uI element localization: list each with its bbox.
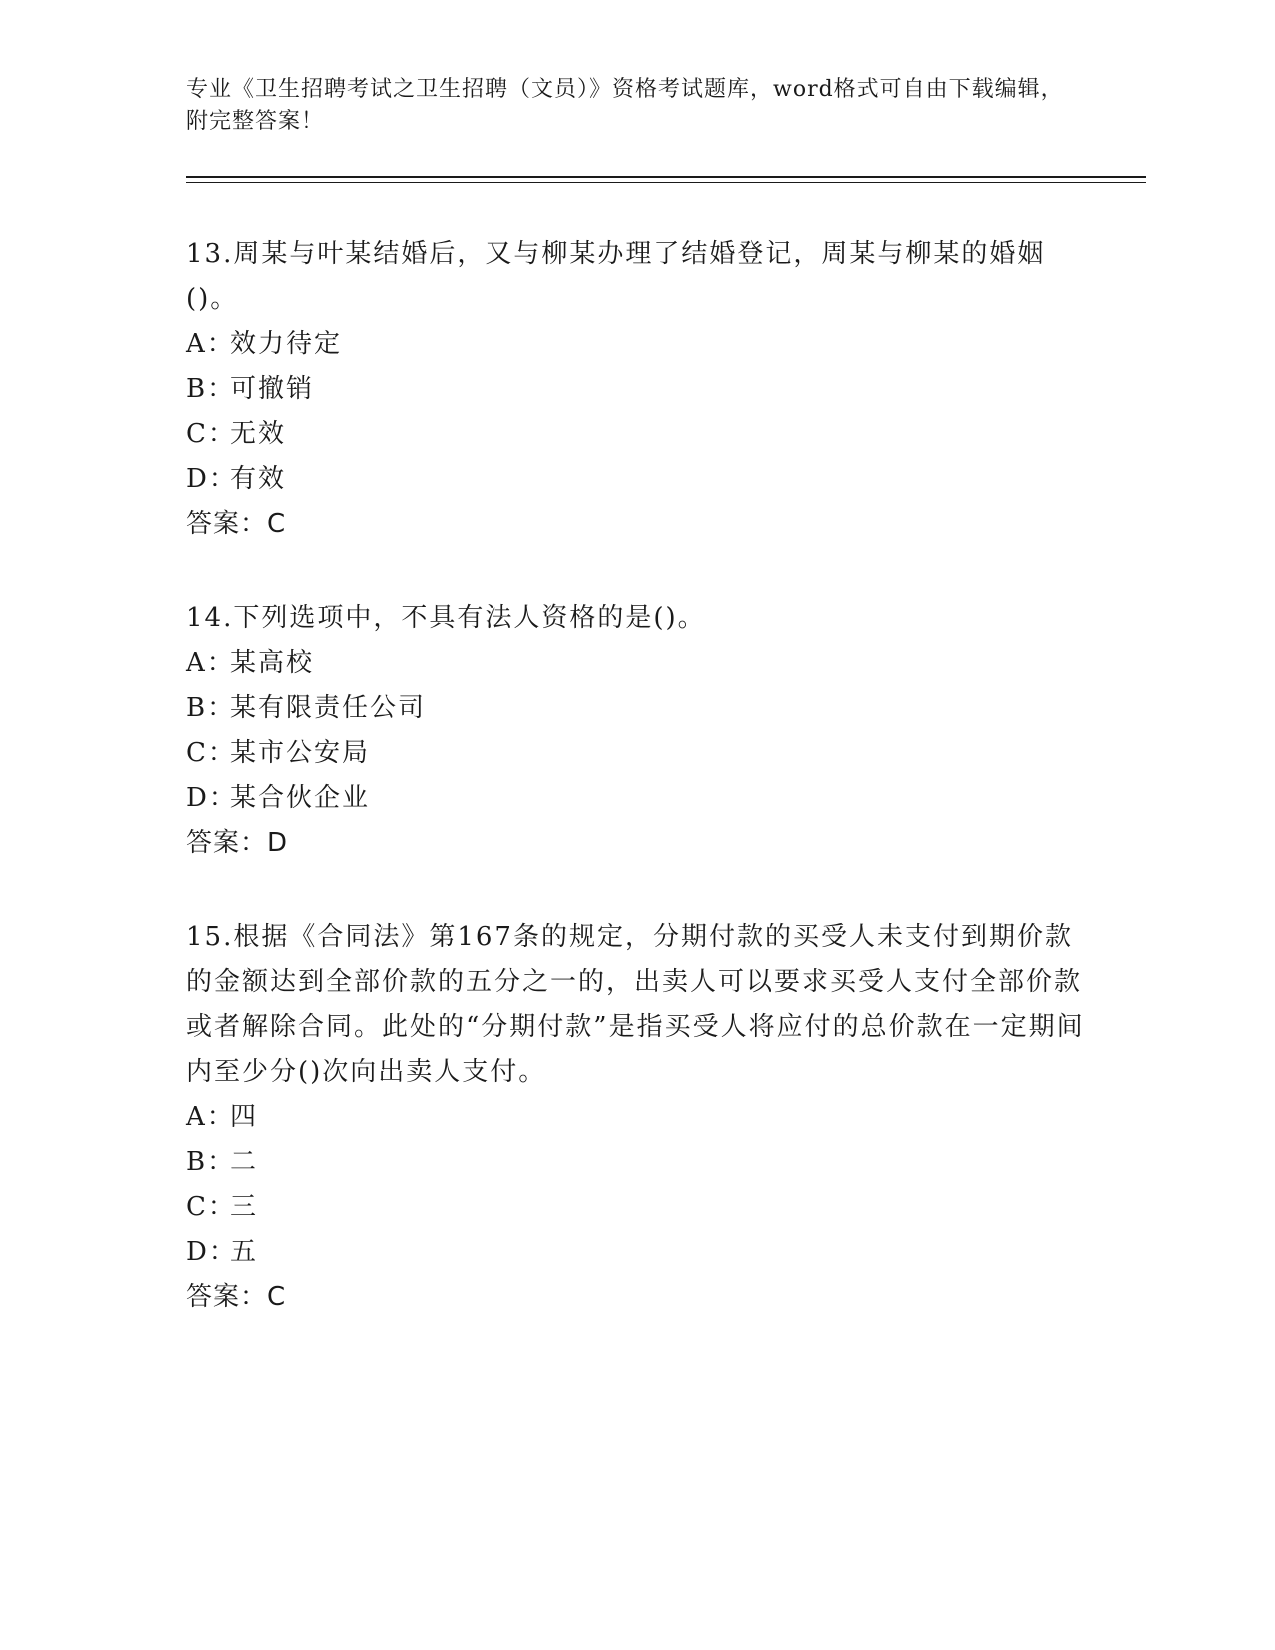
question-15 [186,915,1086,1320]
option-key: B： [186,374,236,404]
option-c [186,731,1086,776]
answer-line: 答案：C [186,1282,287,1312]
question-14 [186,596,1086,866]
option-key: D： [186,1237,237,1267]
option-b [186,686,1086,731]
answer-line: 答案：D [186,828,289,858]
option-b [186,367,1086,412]
option-text: 五 [230,1237,259,1267]
option-key: A： [186,648,235,678]
option-key: A： [186,329,235,359]
option-text: 效力待定 [230,329,343,359]
option-c [186,1185,1086,1230]
option-c [186,412,1086,457]
answer-line: 答案：C [186,509,287,539]
option-d [186,457,1086,502]
option-text: 三 [230,1192,259,1222]
option-key: C： [186,1192,236,1222]
question-stem: 13.周某与叶某结婚后，又与柳某办理了结婚登记，周某与柳某的婚姻()。 [186,239,1046,314]
question-stem: 15.根据《合同法》第167条的规定，分期付款的买受人未支付到期价款的金额达到全部价款的五分之一的，出卖人可以要求买受人支付全部价款或者解除合同。此处的“分期付款”是指买受人将应付的总价款在一定期间内至少分()次向出卖人支付。 [186,922,1085,1087]
header-divider-thin [186,182,1146,183]
option-a [186,322,1086,367]
option-key: D： [186,464,237,494]
option-key: D： [186,783,237,813]
question-13 [186,232,1086,547]
option-text: 某有限责任公司 [230,693,427,723]
option-key: B： [186,693,236,723]
option-b [186,1140,1086,1185]
option-a [186,1095,1086,1140]
option-text: 某市公安局 [230,738,371,768]
option-key: B： [186,1147,236,1177]
option-text: 二 [230,1147,259,1177]
header-divider-thick [186,176,1146,178]
option-text: 某合伙企业 [230,783,371,813]
document-header: 专业《卫生招聘考试之卫生招聘（文员）》资格考试题库，word格式可自由下载编辑，附完整答案！ [186,77,1064,134]
option-a [186,641,1086,686]
option-key: C： [186,738,236,768]
option-text: 有效 [230,464,287,494]
option-text: 某高校 [230,648,315,678]
option-text: 无效 [230,419,287,449]
option-text: 可撤销 [230,374,315,404]
option-key: C： [186,419,236,449]
question-stem: 14.下列选项中，不具有法人资格的是()。 [186,603,706,633]
option-d [186,776,1086,821]
option-key: A： [186,1102,235,1132]
option-d [186,1230,1086,1275]
option-text: 四 [230,1102,259,1132]
